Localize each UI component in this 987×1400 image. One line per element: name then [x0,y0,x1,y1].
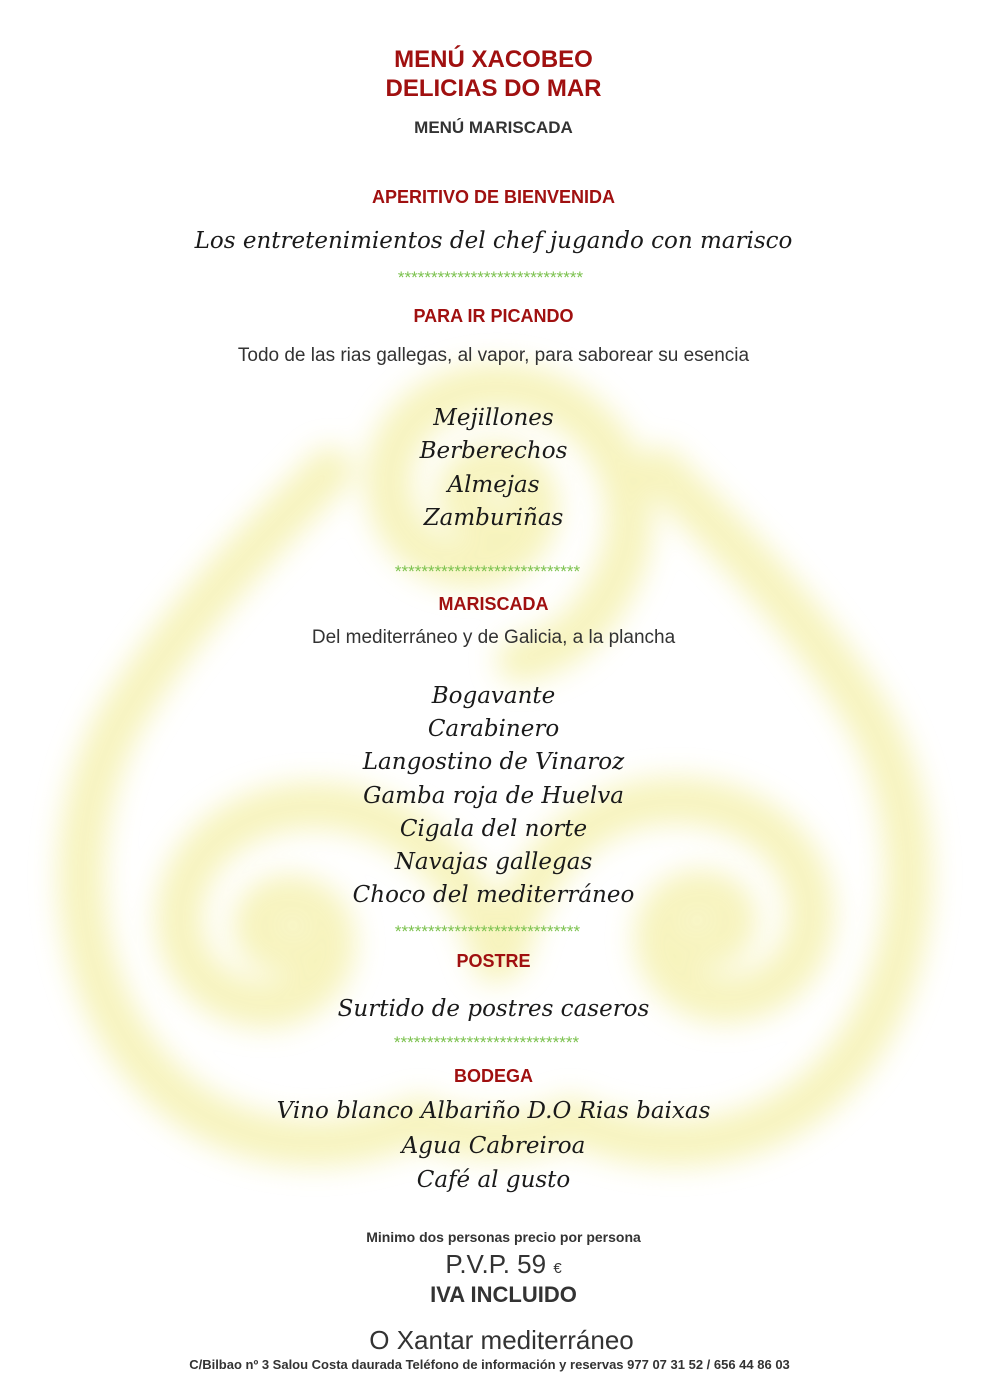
picando-item: Almejas [447,472,540,498]
section-heading-postre: POSTRE [456,951,531,971]
address-contact: C/Bilbao nº 3 Salou Costa daurada Teléfono de información y reservas 977 07 31 52 / 656 44 86 03 [189,1357,790,1372]
section-heading-aperitivo: APERITIVO DE BIENVENIDA [371,187,616,207]
bodega-item: Agua Cabreiroa [401,1133,586,1159]
bodega-item: Vino blanco Albariño D.O Rias baixas [276,1098,711,1124]
mariscada-item: Choco del mediterráneo [352,882,635,908]
mariscada-item: Carabinero [427,716,560,742]
picando-item: Berberechos [419,438,568,464]
bodega-item: Café al gusto [416,1167,571,1193]
restaurant-name: O Xantar mediterráneo [369,1325,634,1355]
picando-item: Zamburiñas [423,505,564,531]
mariscada-item: Navajas gallegas [394,849,593,875]
price [10,1249,987,1280]
separator: **************************** [393,1033,580,1052]
separator: **************************** [397,268,584,287]
mariscada-item: Gamba roja de Huelva [363,783,624,809]
menu-title: MENÚ XACOBEO [394,46,593,73]
aperitivo-item: Los entretenimientos del chef jugando con marisco [194,228,793,254]
section-heading-bodega: BODEGA [453,1066,533,1086]
separator: **************************** [394,562,581,581]
postre-item: Surtido de postres caseros [337,996,650,1022]
separator: **************************** [394,922,581,941]
mariscada-item: Cigala del norte [399,816,588,842]
mariscada-item: Bogavante [431,683,556,709]
section-heading-mariscada: MARISCADA [438,594,549,614]
mariscada-description: Del mediterráneo y de Galicia, a la plancha [311,627,676,648]
mariscada-item: Langostino de Vinaroz [362,749,625,775]
picando-description: Todo de las rias gallegas, al vapor, para saborear su esencia [237,345,750,366]
currency-symbol: € [553,1260,562,1277]
tax-note: IVA INCLUIDO [430,1282,577,1307]
pricing-note: Minimo dos personas precio por persona [366,1229,641,1245]
picando-item: Mejillones [433,405,554,431]
menu-subtitle-delicias: DELICIAS DO MAR [385,75,602,102]
section-heading-picando: PARA IR PICANDO [413,306,574,326]
price-amount: P.V.P. 59 [445,1249,547,1279]
menu-type-label: MENÚ MARISCADA [414,118,573,137]
